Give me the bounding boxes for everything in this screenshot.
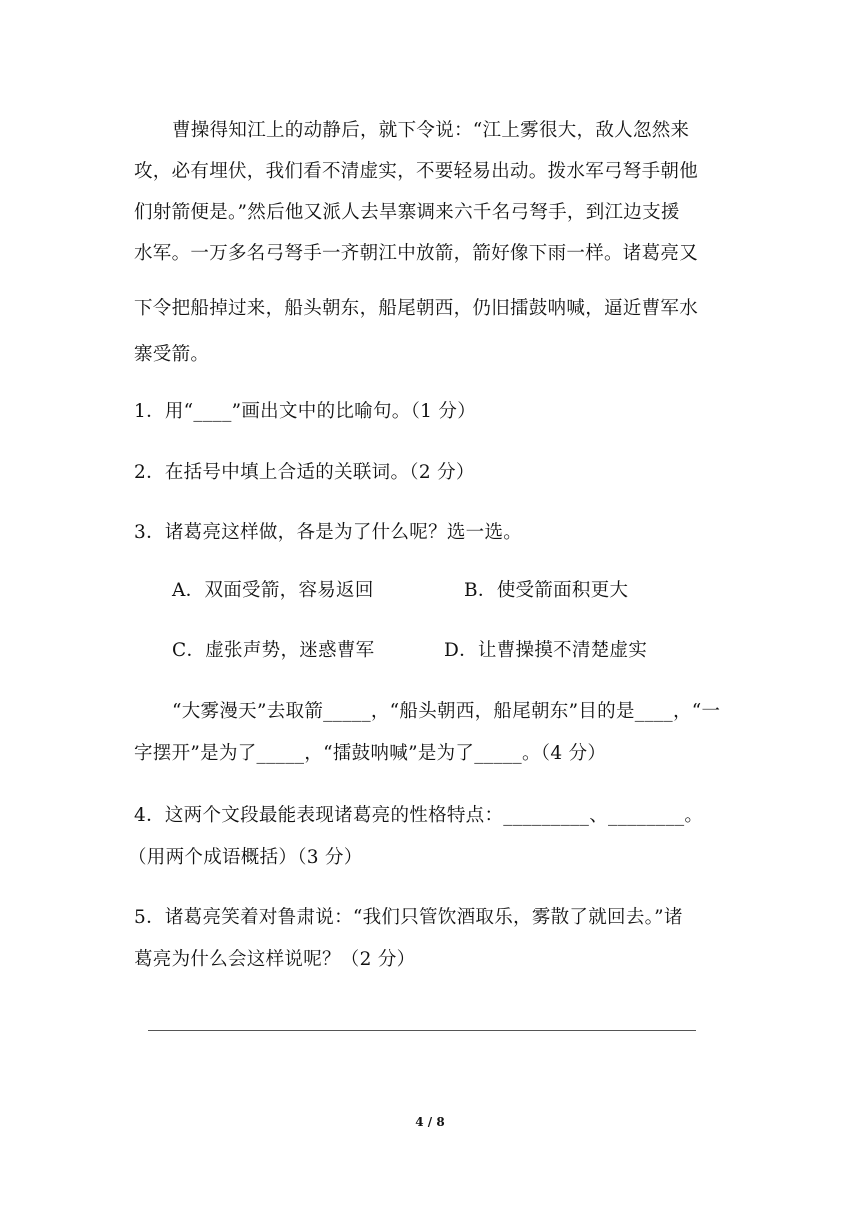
passage-line-6: 寨受箭。 — [134, 344, 210, 365]
question-3-fill-line-2: 字摆开”是为了_____，“擂鼓呐喊”是为了_____。（4 分） — [134, 743, 607, 764]
option-d: D．让曹操摸不清楚虚实 — [444, 640, 648, 661]
passage-line-5: 下令把船掉过来，船头朝东，船尾朝西，仍旧擂鼓呐喊，逼近曹军水 — [134, 298, 699, 319]
passage-line-3: 们射箭便是。”然后他又派人去旱寨调来六千名弓弩手，到江边支援 — [134, 202, 680, 223]
question-2: 2．在括号中填上合适的关联词。（2 分） — [134, 462, 475, 483]
question-4-line-1: 4．这两个文段最能表现诸葛亮的性格特点：_________、________。 — [134, 805, 704, 826]
question-5-line-2: 葛亮为什么会这样说呢？（2 分） — [134, 949, 416, 970]
passage-line-4: 水军。一万多名弓弩手一齐朝江中放箭，箭好像下雨一样。诸葛亮又 — [134, 243, 699, 264]
option-c: C．虚张声势，迷惑曹军 — [172, 640, 375, 661]
question-4-line-2: （用两个成语概括）（3 分） — [128, 847, 363, 868]
question-3: 3．诸葛亮这样做，各是为了什么呢？选一选。 — [134, 522, 523, 543]
passage-line-1: 曹操得知江上的动静后，就下令说：“江上雾很大，敌人忽然来 — [172, 120, 690, 141]
option-a: A．双面受箭，容易返回 — [172, 580, 374, 601]
page-number: 4 / 8 — [415, 1115, 445, 1129]
question-3-fill-line-1: “大雾漫天”去取箭_____，“船头朝西，船尾朝东”目的是____，“一 — [172, 701, 721, 722]
passage-line-2: 攻，必有埋伏，我们看不清虚实，不要轻易出动。拨水军弓弩手朝他 — [134, 161, 699, 182]
answer-line — [148, 1030, 696, 1031]
question-5-line-1: 5．诸葛亮笑着对鲁肃说：“我们只管饮酒取乐，雾散了就回去。”诸 — [134, 907, 683, 928]
option-b: B．使受箭面积更大 — [464, 580, 629, 601]
question-1: 1．用“____”画出文中的比喻句。（1 分） — [134, 401, 476, 422]
